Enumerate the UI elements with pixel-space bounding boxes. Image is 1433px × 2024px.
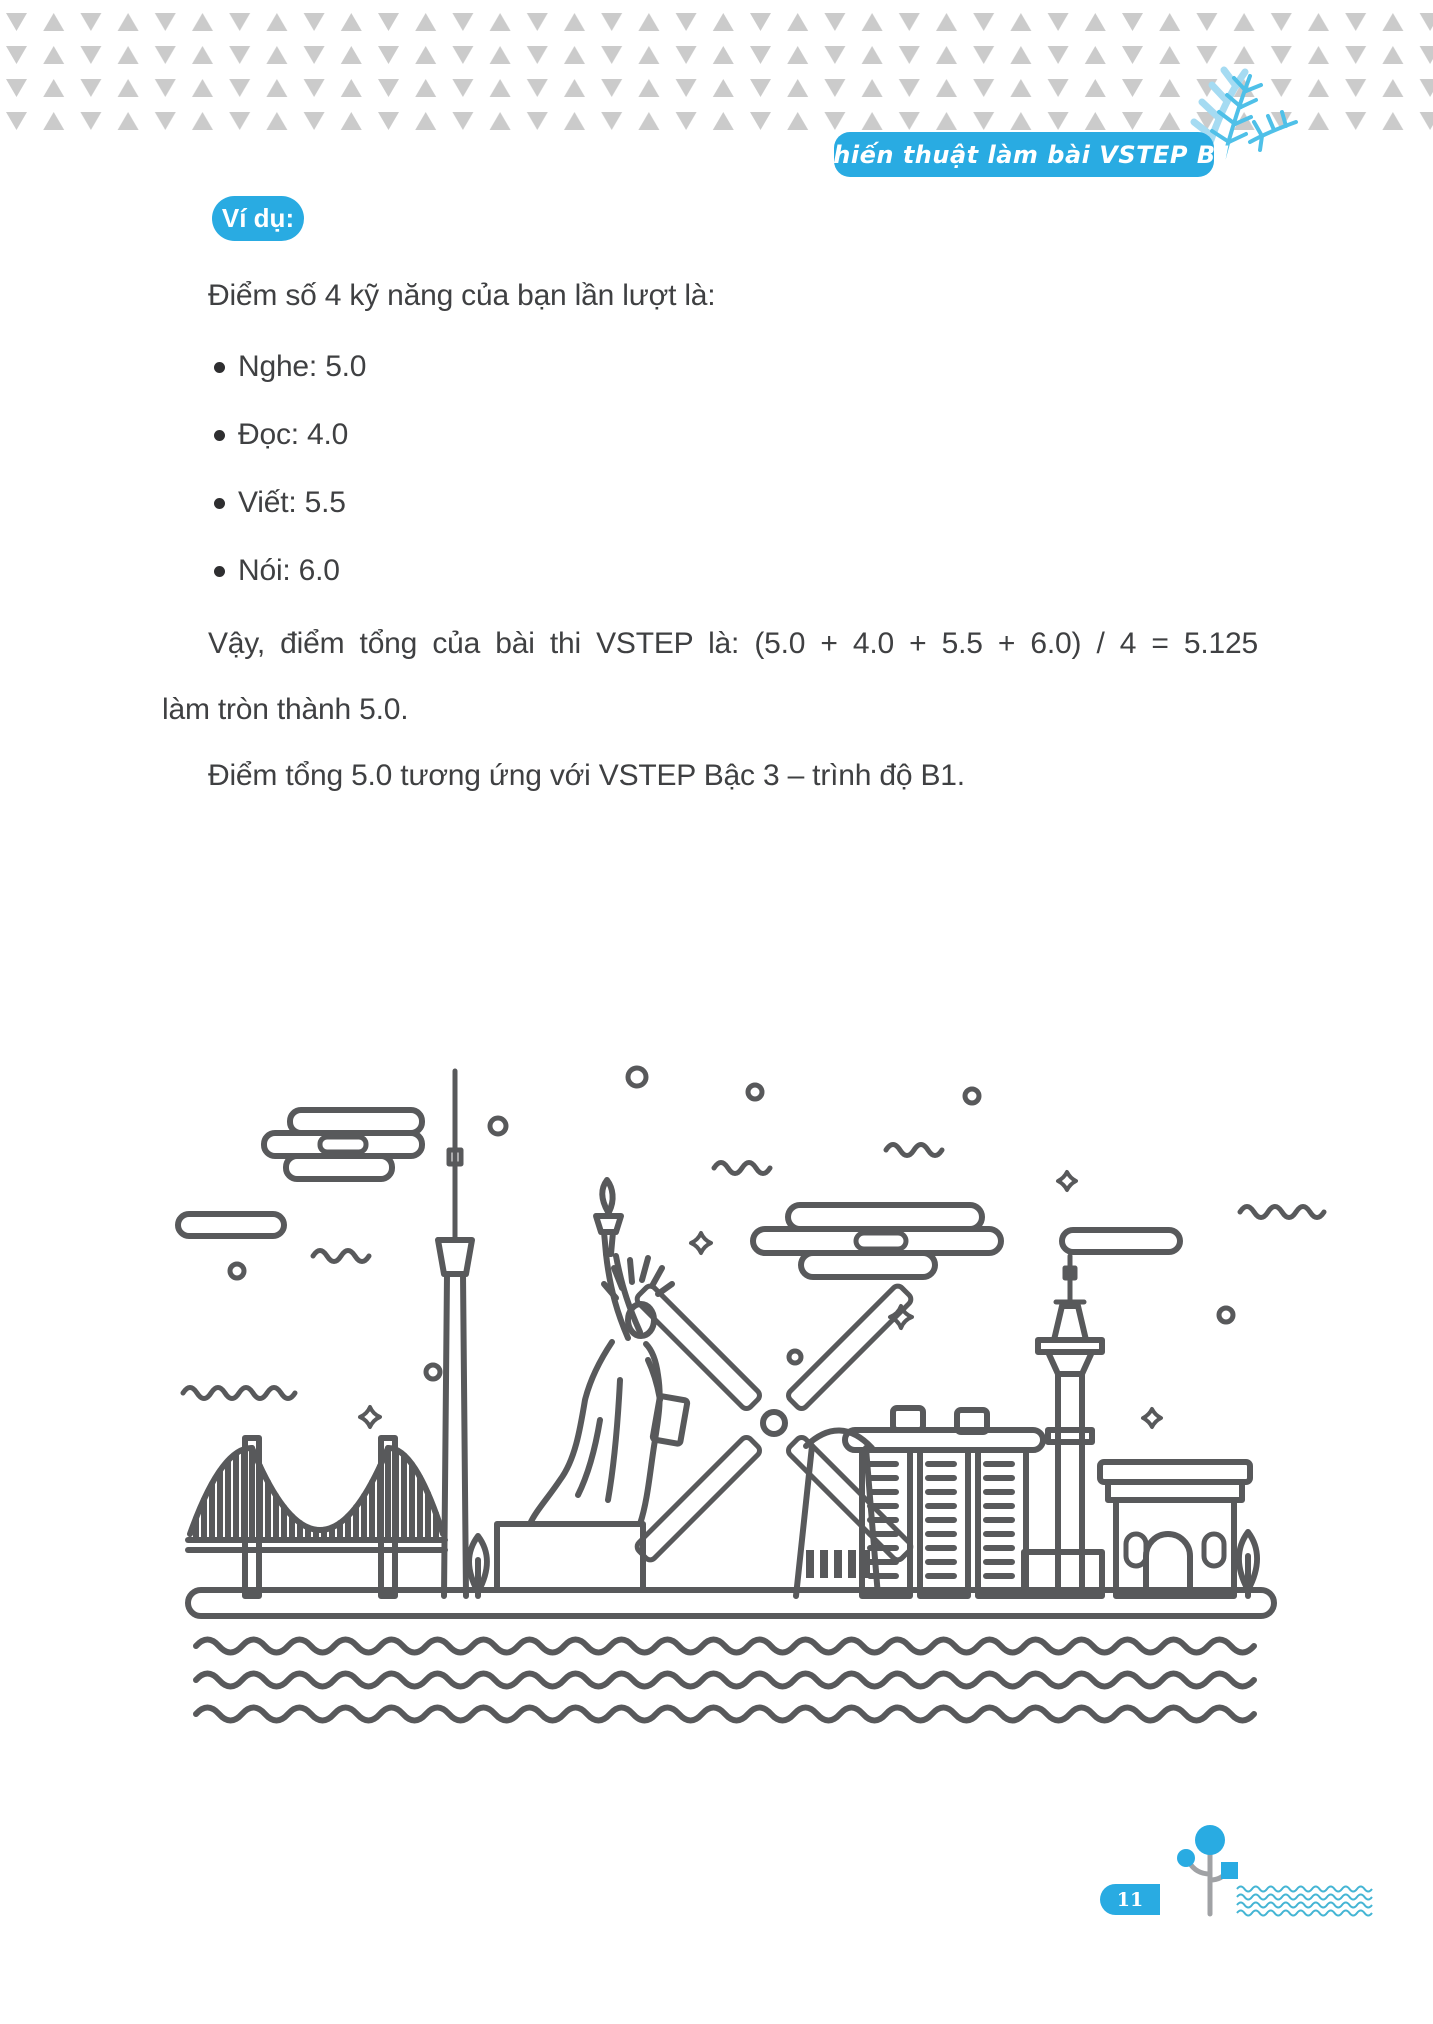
arc-de-triomphe-icon (1100, 1462, 1250, 1596)
skill-score-text: Nghe: 5.0 (238, 350, 367, 383)
sea-waves (196, 1640, 1254, 1721)
skill-score-text: Viết: 5.5 (238, 486, 346, 519)
sparkle-decorations (360, 1172, 1161, 1427)
statue-of-liberty-icon (497, 1180, 688, 1590)
tv-tower-icon (438, 1071, 472, 1596)
tree-icon (1239, 1532, 1257, 1596)
example-badge-label: Ví dụ: (221, 203, 295, 233)
cloud-icon (264, 1110, 422, 1179)
total-score-line1: Vậy, điểm tổng của bài thi VSTEP là: (5.0 + 4.0 + 5.5 + 6.0) / 4 = 5.125 (208, 627, 1258, 660)
cloud-line-icon (1062, 1230, 1180, 1252)
sky-tower-icon (1038, 1256, 1102, 1596)
level-mapping-text: Điểm tổng 5.0 tương ứng với VSTEP Bậc 3 – trình độ B1. (208, 759, 965, 792)
skill-score-text: Đọc: 4.0 (238, 418, 349, 451)
suspension-bridge-icon (188, 1438, 445, 1596)
page-number: 11 (1116, 1888, 1144, 1911)
squiggle-decorations (183, 1145, 1324, 1399)
intro-text: Điểm số 4 kỹ năng của bạn lần lượt là: (208, 279, 716, 312)
ground-line (188, 1590, 1274, 1616)
cloud-icon (753, 1205, 1001, 1277)
total-score-line2: làm tròn thành 5.0. (162, 693, 409, 726)
skill-score-text: Nói: 6.0 (238, 554, 340, 587)
chapter-header-label: Chiến thuật làm bài VSTEP B1 (815, 140, 1233, 169)
cloud-line-icon (178, 1214, 284, 1236)
page-number-badge (1100, 1884, 1160, 1915)
